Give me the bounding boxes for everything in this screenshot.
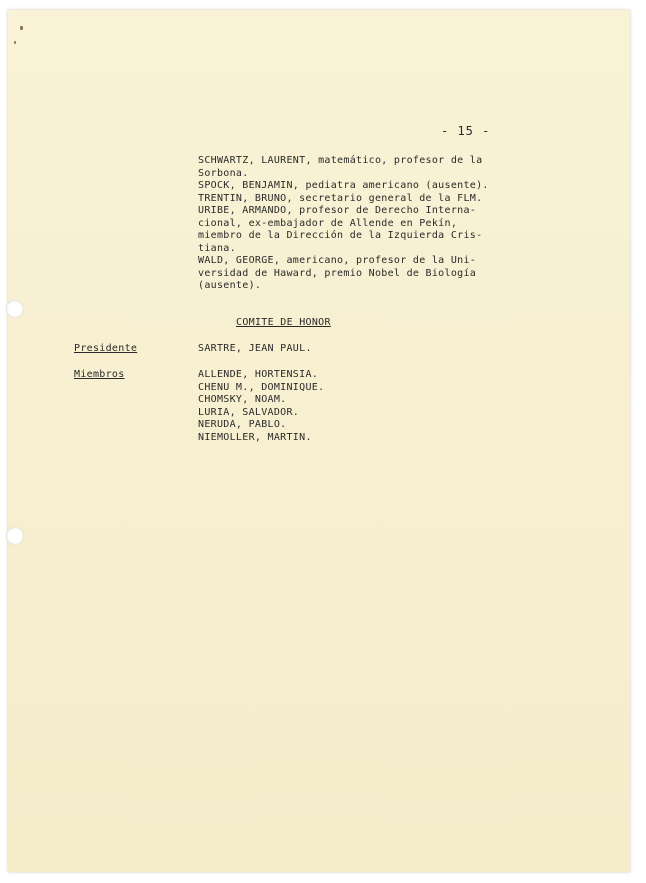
president-name: SARTRE, JEAN PAUL. [198, 343, 312, 354]
participant-entries [198, 155, 489, 293]
entry-wald [198, 255, 489, 293]
entry-line: Sorbona. [198, 167, 249, 179]
members-list [198, 369, 324, 444]
entry-uribe [198, 205, 489, 255]
entry-line: URIBE, ARMANDO, profesor de Derecho Interna- [198, 205, 477, 216]
entry-spock [198, 180, 489, 193]
list-item: CHOMSKY, NOAM. [198, 394, 287, 405]
ink-speck [14, 41, 16, 44]
president-label: Presidente [74, 343, 138, 354]
entry-line: SPOCK, BENJAMIN, pediatra americano (ausente). [198, 180, 489, 191]
entry-line: versidad de Haward, premio Nobel de Biología [198, 267, 477, 279]
entry-trentin [198, 193, 489, 206]
entry-line: WALD, GEORGE, americano, profesor de la Uni- [198, 255, 477, 266]
entry-line: miembro de la Dirección de la Izquierda Cris- [198, 230, 483, 241]
entry-line: SCHWARTZ, LAURENT, matemático, profesor de la [198, 155, 483, 166]
section-title: COMITE DE HONOR [236, 317, 331, 328]
punch-hole-bottom [6, 527, 24, 545]
entry-schwartz [198, 155, 489, 180]
punch-hole-top [6, 300, 24, 318]
members-label: Miembros [74, 369, 125, 380]
entry-line: tiana. [198, 242, 236, 254]
list-item: NERUDA, PABLO. [198, 419, 287, 430]
list-item: NIEMOLLER, MARTIN. [198, 431, 312, 443]
page-number: - 15 - [441, 124, 491, 138]
entry-line: (ausente). [198, 280, 262, 291]
list-item: LURIA, SALVADOR. [198, 406, 300, 418]
entry-line: TRENTIN, BRUNO, secretario general de la FLM. [198, 192, 483, 204]
ink-speck [20, 26, 23, 30]
list-item: ALLENDE, HORTENSIA. [198, 369, 319, 380]
entry-line: cional, ex-embajador de Allende en Pekín, [198, 217, 458, 229]
list-item: CHENU M., DOMINIQUE. [198, 381, 325, 393]
